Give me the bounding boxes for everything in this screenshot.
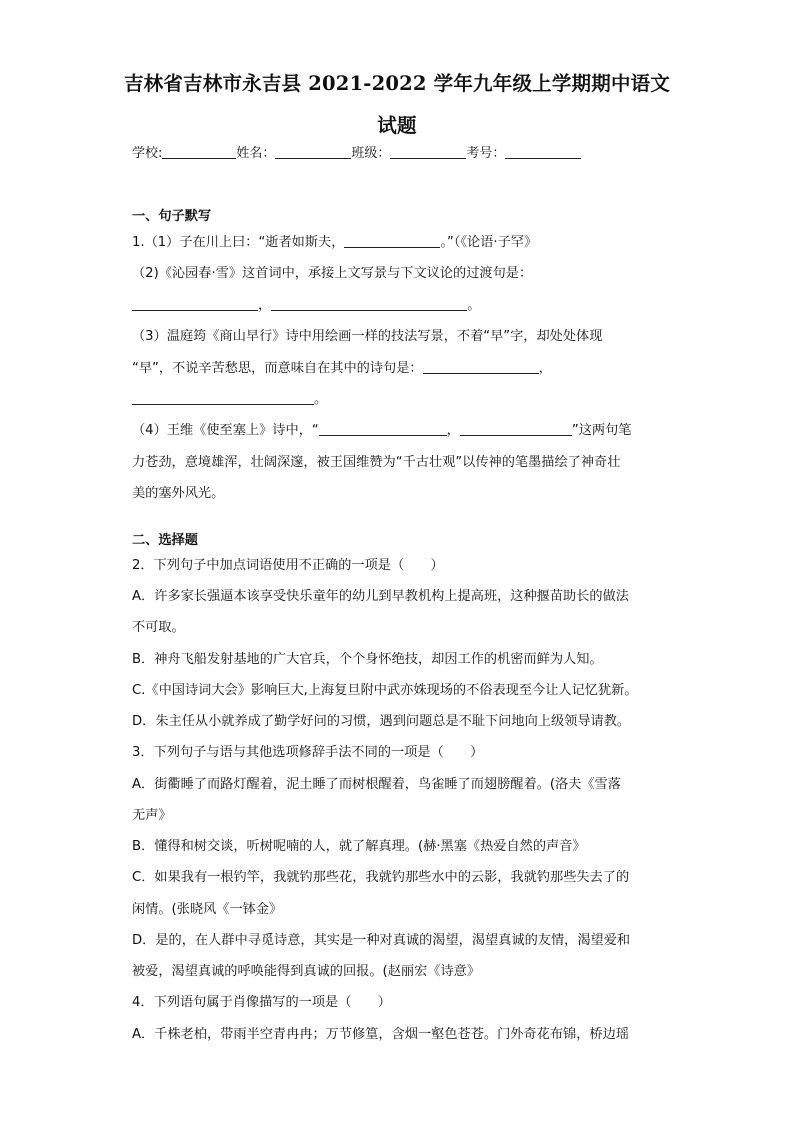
q2-option-c: C.《中国诗词大会》影响巨大,上海复旦附中武亦姝现场的不俗表现至今让人记忆犹新。 (132, 683, 638, 698)
answer-blank[interactable] (319, 421, 447, 436)
student-info-row (132, 144, 581, 164)
question-2: 2．下列句子中加点词语使用不正确的一项是（ ） (132, 558, 444, 573)
answer-blank[interactable] (271, 296, 467, 311)
period: 。 (467, 298, 481, 313)
answer-blank[interactable] (344, 233, 440, 248)
q1-3-text: “早”，不说辛苦愁思，而意味自在其中的诗句是： (132, 361, 423, 376)
q1-1-text: 1.（1）子在川上曰：“逝者如斯夫， (132, 235, 345, 250)
name-label: 姓名： (236, 146, 276, 161)
q1-4-text-end: ”这两句笔 (571, 423, 632, 438)
q2-option-a-line-2: 不可取。 (132, 620, 185, 635)
answer-blank[interactable] (460, 421, 572, 436)
q4-option-a-line-1: A．千株老柏，带雨半空青冉冉；万节修篁，含烟一壑色苍苍。门外奇花布锦，桥边瑶 (132, 1027, 629, 1042)
q2-option-b: B．神舟飞船发射基地的广大官兵，个个身怀绝技，却因工作的机密而鲜为人知。 (132, 652, 603, 667)
question-1-3-answer-line (132, 389, 327, 411)
exam-title-line-2: 试题 (377, 114, 417, 137)
section-1-heading: 一、句子默写 (132, 209, 212, 224)
question-1-3-line-1: （3）温庭筠《商山早行》诗中用绘画一样的技法写景，不着“早”字，却处处体现 (132, 329, 603, 344)
section-2-heading: 二、选择题 (132, 533, 198, 548)
q3-option-c-line-1: C．如果我有一根钓竿，我就钓那些花，我就钓那些水中的云影，我就钓那些失去了的 (132, 870, 630, 885)
class-label: 班级： (351, 146, 391, 161)
question-1-1 (132, 232, 537, 254)
q2-option-d: D．朱主任从小就养成了勤学好问的习惯，遇到问题总是不耻下问地向上级领导请教。 (132, 714, 631, 729)
question-1-4-line-3: 美的塞外风光。 (132, 486, 225, 501)
question-3: 3．下列句子与语与其他选项修辞手法不同的一项是（ ） (132, 745, 484, 760)
q3-option-d-line-1: D．是的，在人群中寻觅诗意，其实是一种对真诚的渴望，渴望真诚的友情，渴望爱和 (132, 933, 631, 948)
q3-option-d-line-2: 被爱，渴望真诚的呼唤能得到真诚的回报。(赵丽宏《诗意》 (132, 964, 481, 979)
q3-option-c-line-2: 闲情。(张晓风《一钵金》 (132, 902, 283, 917)
name-blank[interactable] (275, 144, 351, 159)
q1-4-text: （4）王维《使至塞上》诗中，“ (132, 423, 319, 438)
q3-option-a-line-2: 无声》 (132, 808, 172, 823)
exam-number-label: 考号： (466, 146, 506, 161)
period: 。 (314, 392, 328, 407)
question-4: 4．下列语句属于肖像描写的一项是（ ） (132, 995, 391, 1010)
answer-blank[interactable] (132, 390, 314, 405)
question-1-2-answer-line (132, 295, 480, 317)
q3-option-a-line-1: A．街衢睡了而路灯醒着，泥土睡了而树根醒着，鸟雀睡了而翅膀醒着。(洛夫《雪落 (132, 777, 621, 792)
exam-title-line-1: 吉林省吉林市永吉县 2021-2022 学年九年级上学期期中语文 (123, 72, 671, 95)
q3-option-b: B．懂得和树交谈，听树呢喃的人，就了解真理。(赫·黑塞《热爱自然的声音》 (132, 839, 586, 854)
question-1-2: （2)《沁园春·雪》这首词中，承接上文写景与下文议论的过渡句是： (132, 266, 533, 281)
separator: ， (258, 298, 272, 313)
separator: ， (538, 361, 552, 376)
answer-blank[interactable] (132, 296, 258, 311)
class-blank[interactable] (390, 144, 466, 159)
separator: ， (446, 423, 460, 438)
question-1-3-line-2 (132, 358, 552, 380)
school-label: 学校: (132, 146, 163, 161)
answer-blank[interactable] (423, 359, 539, 374)
q2-option-a-line-1: A．许多家长强逼本该享受快乐童年的幼儿到早教机构上提高班，这种揠苗助长的做法 (132, 589, 629, 604)
q1-1-text-end: 。”（《论语·子罕》 (440, 235, 538, 250)
school-blank[interactable] (162, 144, 236, 159)
question-1-4-line-2: 力苍劲，意境雄浑，壮阔深邃，被王国维赞为“千古壮观”以传神的笔墨描绘了神奇壮 (132, 455, 621, 470)
question-1-4-line-1 (132, 420, 631, 442)
exam-number-blank[interactable] (505, 144, 581, 159)
